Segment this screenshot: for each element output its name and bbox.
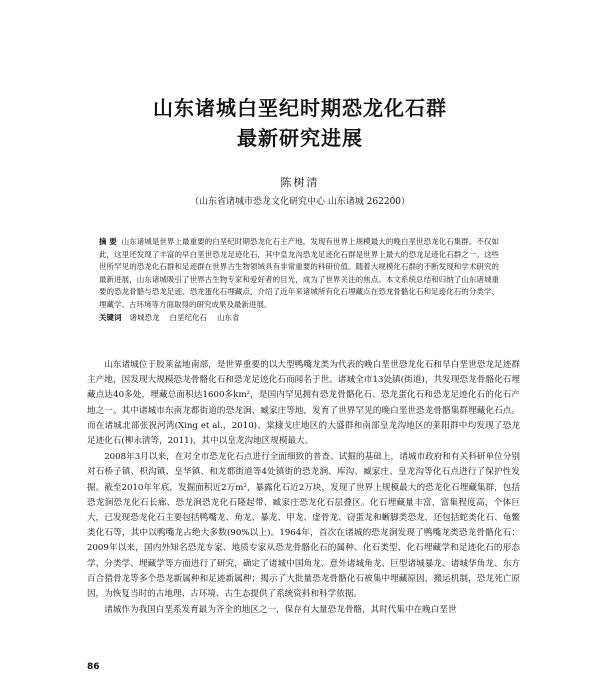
paper-title-line-1: 山东诸城白垩纪时期恐龙化石群 bbox=[153, 96, 447, 120]
keywords bbox=[99, 312, 499, 324]
body-paragraph-3: 诸城作为我国白垩系发育最为齐全的地区之一，保存有大量恐龙骨骼，其时代集中在晚白垩世 bbox=[104, 605, 457, 616]
keyword-item: 诸城恐龙 bbox=[129, 313, 160, 322]
keywords-label: 关键词 bbox=[99, 313, 122, 322]
keyword-item: 白垩纪化石 bbox=[169, 313, 207, 322]
abstract bbox=[99, 236, 499, 311]
author-affiliation: （山东省诸城市恐龙文化研究中心 山东诸城 262200） bbox=[189, 197, 411, 207]
body-paragraph-1: 山东诸城位于胶莱盆地南部，是世界重要的以大型鸭嘴龙类为代表的晚白垩世恐龙化石和早白垩世恐龙足迹群主产地，因发现大规模恐龙骨骼化石和恐龙足迹化石而闻名于世。诸城全市13处镇(街道)，共发现恐龙骨骼化石埋藏点达40多处，埋藏总面积达1600多km²，是国内罕见拥有恐龙骨骼化石、恐龙蛋化石和恐龙足迹化石的化石产地之一。其中诸城市东南龙都街道的恐龙涧、臧家庄等地，发育了世界罕见的晚白垩世恐龙骨骼集群埋藏化石点。而在诸城北部张祝河湾(Xing et al.，2010)、棠棣戈庄地区的大盛群和南部皇龙沟地区的莱阳群中均发现了恐龙足迹化石(柳永清等，2011)，其中以皇龙沟地区规模最大。 bbox=[87, 360, 520, 447]
page-number: 86 bbox=[87, 662, 100, 672]
paper-title-line-2: 最新研究进展 bbox=[237, 126, 363, 150]
abstract-text: 山东诸城是世界上最重要的白垩纪时期恐龙化石主产地，发现有世界上规模最大的晚白垩世恐龙化石集群。不仅如此，这里还发现了丰富的早白垩世恐龙足迹化石，其中皇龙沟恐龙足迹化石群是世界上最大的恐龙足迹化石群之一。这些世所罕见的恐龙化石群和足迹群在世界古生物领域具有非常重要的科研价值。随着大规模化石群的不断发现和学术研究的最新进展，山东诸城吸引了世界古生物专家和爱好者的目光，成为了世界关注的焦点。本文系统总结和归纳了山东诸城重要的恐龙骨骼与恐龙足迹、恐龙蛋化石埋藏点，介绍了近年来诸城所有化石埋藏点在恐龙骨骼化石和足迹化石的分类学、埋藏学、古环境等方面取得的研究成果及最新进展。 bbox=[99, 237, 499, 309]
body-text bbox=[87, 358, 520, 618]
abstract-label: 摘 要 bbox=[99, 237, 117, 246]
keyword-item: 山东省 bbox=[217, 313, 240, 322]
author-name: 陈树清 bbox=[280, 176, 320, 189]
body-paragraph-2: 2008年3月以来，在对全市恐龙化石点进行全面细致的普查、试掘的基础上，诸城市政府和有关科研单位分别对石桥子镇、枳沟镇、皇华镇、和龙都街道等4处镇街的恐龙涧、库沟、臧家庄、皇龙沟等化石点进行了保护性发掘。截至2010年年底，发掘面积近2万m²，暴露化石近2万块，发现了世界上规模最大的恐龙化石埋藏集群，包括恐龙涧恐龙化石长廊、恐龙涧恐龙化石隆起带、臧家庄恐龙化石层叠区。化石埋藏量丰富，富集程度高，个体巨大，已发现恐龙化石主要包括鸭嘴龙、角龙、暴龙、甲龙、虚骨龙、窃蛋龙和蜥脚类恐龙，还包括蛇类化石、龟鳖类化石等，其中以鸭嘴龙占绝大多数(90%以上)。1964年，首次在诸城的恐龙涧发现了鸭嘴龙类恐龙骨骼化石；2009年以来，国内外知名恐龙专家、地质专家从恐龙骨骼化石的属种、化石类型、化石埋藏学和足迹化石的形态学、分类学、埋藏学等方面进行了研究，确定了诸城中国角龙、意外诸城角龙、巨型诸城暴龙、诸城华角龙、东方百合猎骨龙等多个恐龙新属种和足迹新属种；揭示了大批量恐龙骨骼化石被集中埋藏原因，搬运机制，恐龙死亡原因，为恢复当时的古地理、古环境、古生态提供了系统资料和科学依据。 bbox=[87, 452, 520, 600]
